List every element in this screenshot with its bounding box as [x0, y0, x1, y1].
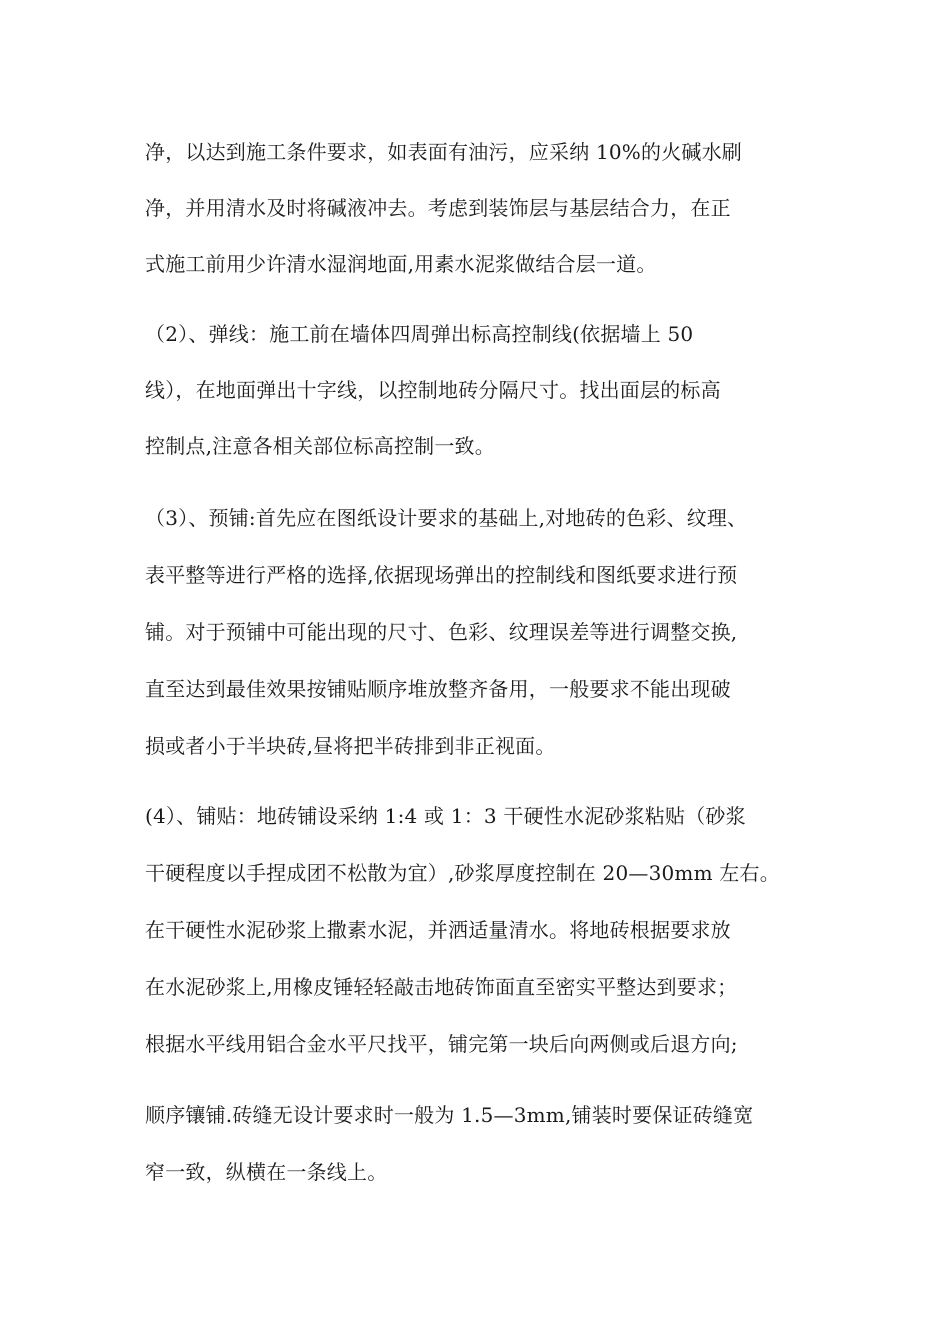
text-line: （2）、弹线：施工前在墙体四周弹出标高控制线(依据墙上 50 — [145, 322, 694, 346]
text-line: 铺。对于预铺中可能出现的尺寸、色彩、纹理误差等进行调整交换, — [145, 620, 738, 644]
text-line: (4）、铺贴：地砖铺设采纳 1:4 或 1：3 干硬性水泥砂浆粘贴（砂浆 — [145, 804, 746, 828]
text-line: 窄一致，纵横在一条线上。 — [145, 1160, 388, 1184]
text-line: 净，以达到施工条件要求，如表面有油污，应采纳 10%的火碱水刷 — [145, 140, 743, 164]
text-line: 根据水平线用铝合金水平尺找平，铺完第一块后向两侧或后退方向; — [145, 1032, 738, 1056]
text-line: 式施工前用少许清水湿润地面,用素水泥浆做结合层一道。 — [145, 252, 657, 276]
text-line: （3）、预铺:首先应在图纸设计要求的基础上,对地砖的色彩、纹理、 — [145, 506, 748, 530]
text-line: 干硬程度以手捏成团不松散为宜）,砂浆厚度控制在 20—30mm 左右。 — [145, 861, 780, 885]
text-line: 控制点,注意各相关部位标高控制一致。 — [145, 434, 495, 458]
text-line: 表平整等进行严格的选择,依据现场弹出的控制线和图纸要求进行预 — [145, 563, 738, 587]
text-line: 在水泥砂浆上,用橡皮锤轻轻敲击地砖饰面直至密实平整达到要求； — [145, 975, 738, 999]
text-line: 线），在地面弹出十字线，以控制地砖分隔尺寸。找出面层的标高 — [145, 378, 721, 402]
text-line: 损或者小于半块砖,昼将把半砖排到非正视面。 — [145, 734, 556, 758]
text-line: 顺序镶铺.砖缝无设计要求时一般为 1.5—3mm,铺装时要保证砖缝宽 — [145, 1103, 754, 1127]
text-line: 净，并用清水及时将碱液冲去。考虑到装饰层与基层结合力，在正 — [145, 196, 731, 220]
text-line: 直至达到最佳效果按铺贴顺序堆放整齐备用，一般要求不能出现破 — [145, 677, 731, 701]
text-line: 在干硬性水泥砂浆上撒素水泥，并洒适量清水。将地砖根据要求放 — [145, 918, 731, 942]
